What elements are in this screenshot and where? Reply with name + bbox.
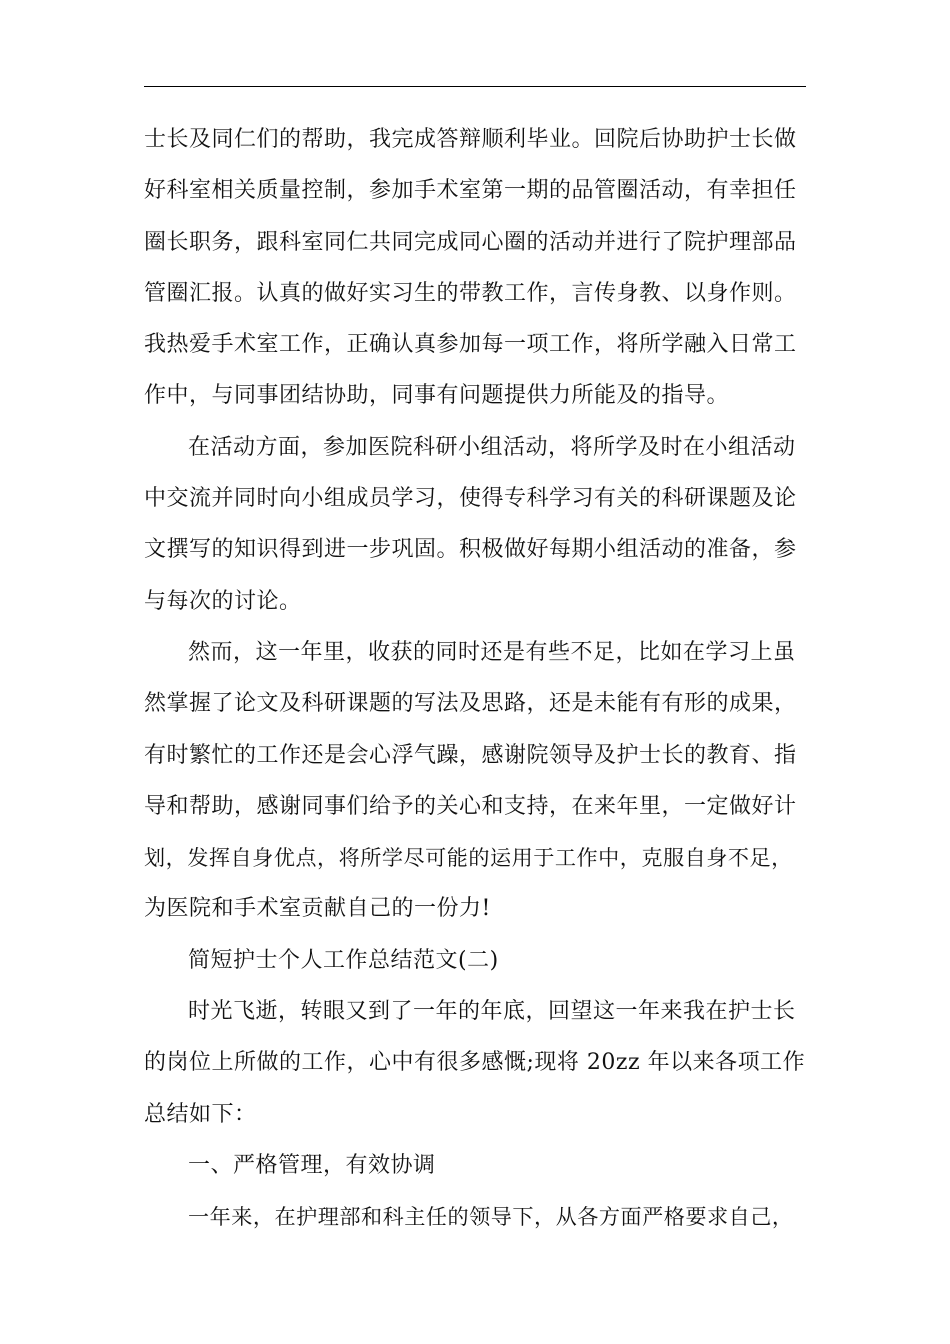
text-line: 好科室相关质量控制，参加手术室第一期的品管圈活动，有幸担任	[144, 178, 797, 204]
text-line: 与每次的讨论。	[144, 588, 302, 614]
text-line: 为医院和手术室贡献自己的一份力!	[144, 896, 491, 922]
text-line: 的岗位上所做的工作，心中有很多感慨;现将 20zz 年以来各项工作	[144, 1050, 806, 1076]
header-rule	[144, 86, 806, 87]
text-line: 简短护士个人工作总结范文(二)	[188, 947, 499, 973]
text-line: 我热爱手术室工作，正确认真参加每一项工作，将所学融入日常工	[144, 332, 797, 358]
text-line: 中交流并同时向小组成员学习，使得专科学习有关的科研课题及论	[144, 486, 797, 512]
text-line: 然掌握了论文及科研课题的写法及思路，还是未能有有形的成果，	[144, 691, 797, 717]
text-line: 划，发挥自身优点，将所学尽可能的运用于工作中，克服自身不足，	[144, 845, 793, 871]
text-line: 作中，与同事团结协助，同事有问题提供力所能及的指导。	[144, 383, 730, 409]
text-line: 然而，这一年里，收获的同时还是有些不足，比如在学习上虽	[188, 639, 796, 665]
text-line: 一、严格管理，有效协调	[188, 1152, 436, 1178]
text-line: 有时繁忙的工作还是会心浮气躁，感谢院领导及护士长的教育、指	[144, 742, 797, 768]
text-line: 导和帮助，感谢同事们给予的关心和支持，在来年里，一定做好计	[144, 793, 797, 819]
text-line: 管圈汇报。认真的做好实习生的带教工作，言传身教、以身作则。	[144, 280, 797, 306]
text-line: 士长及同仁们的帮助，我完成答辩顺利毕业。回院后协助护士长做	[144, 127, 797, 152]
document-body	[144, 114, 806, 1243]
text-line: 总结如下：	[144, 1101, 257, 1127]
text-line: 文撰写的知识得到进一步巩固。积极做好每期小组活动的准备，参	[144, 537, 797, 563]
text-line: 一年来，在护理部和科主任的领导下，从各方面严格要求自己，	[188, 1204, 794, 1230]
text-line: 时光飞逝，转眼又到了一年的年底，回望这一年来我在护士长	[188, 999, 796, 1025]
text-line: 在活动方面，参加医院科研小组活动，将所学及时在小组活动	[188, 434, 796, 460]
text-line: 圈长职务，跟科室同仁共同完成同心圈的活动并进行了院护理部品	[144, 229, 797, 255]
